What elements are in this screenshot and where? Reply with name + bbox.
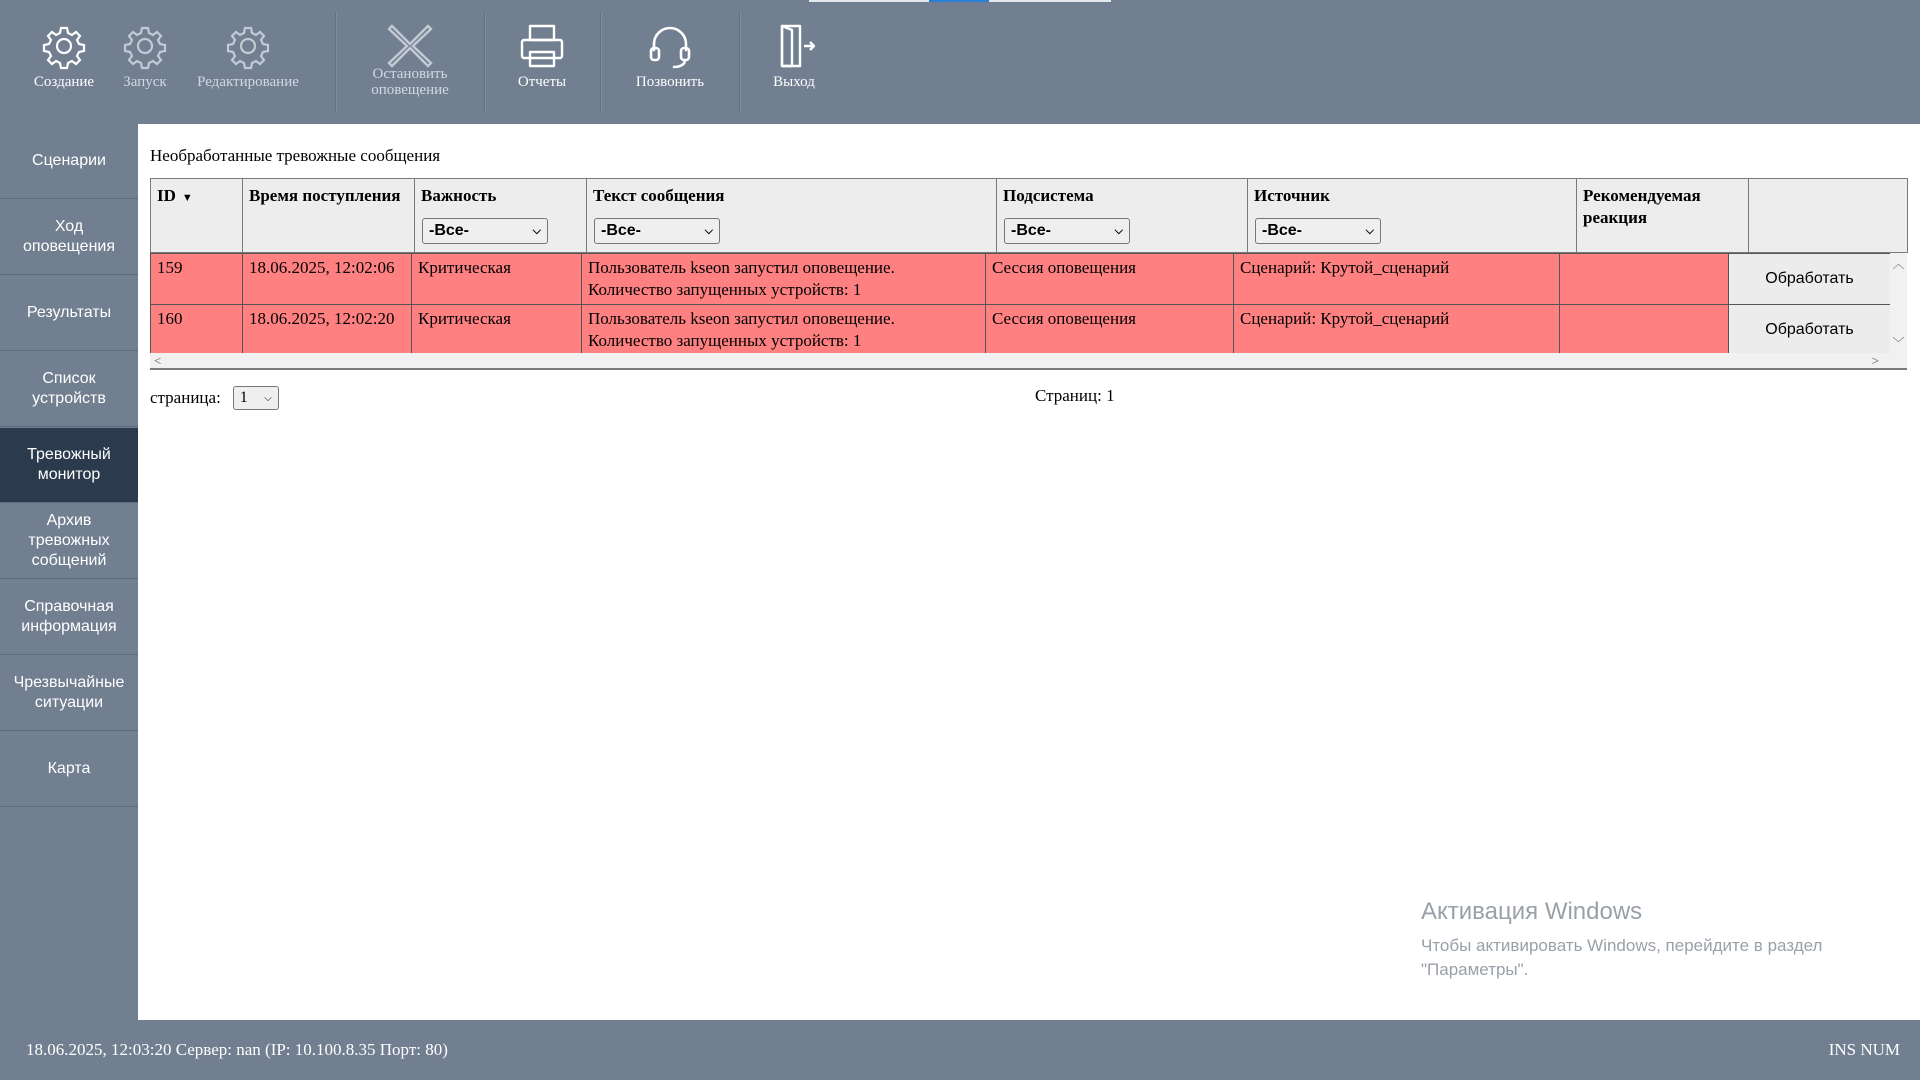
- windows-activation-watermark: [1421, 898, 1822, 982]
- chevron-down-icon: ⌵: [264, 392, 272, 404]
- server-status: 18.06.2025, 12:03:20 Сервер: nan (IP: 10.100.8.35 Порт: 80): [26, 1040, 448, 1059]
- sidebar-item-scenarios[interactable]: [0, 124, 138, 199]
- column-label: Время поступления: [249, 186, 401, 205]
- column-header-severity[interactable]: [415, 179, 587, 253]
- cell-time: 18.06.2025, 12:02:06: [243, 254, 412, 305]
- column-header-actions: [1749, 179, 1908, 253]
- call-button[interactable]: [620, 0, 720, 124]
- close-x-icon: [386, 22, 434, 70]
- create-button[interactable]: [22, 0, 106, 124]
- filter-value: -Все-: [1011, 222, 1052, 239]
- column-label: Важность: [421, 186, 497, 205]
- top-indicator-active: [929, 0, 989, 2]
- process-button[interactable]: Обработать: [1765, 321, 1854, 338]
- vertical-scrollbar[interactable]: [1890, 253, 1907, 353]
- cell-action: [1729, 305, 1891, 356]
- horizontal-scrollbar[interactable]: [150, 353, 1907, 370]
- reports-button[interactable]: [496, 0, 588, 124]
- sidebar: [0, 124, 138, 1020]
- column-label: Подсистема: [1003, 186, 1094, 205]
- toolbar: [0, 0, 1920, 124]
- chevron-down-icon: ⌵: [704, 225, 713, 237]
- stop-alert-button[interactable]: [350, 0, 470, 124]
- cell-text: Пользователь kseon запустил оповещение. Количество запущенных устройств: 1: [582, 305, 986, 356]
- exit-label: Выход: [773, 74, 815, 90]
- sidebar-item-alert-progress[interactable]: [0, 200, 138, 275]
- filter-value: -Все-: [429, 222, 470, 239]
- page-label: страница:: [150, 388, 221, 407]
- table-row[interactable]: [151, 254, 1891, 305]
- filter-value: -Все-: [601, 222, 642, 239]
- cell-action: [1729, 254, 1891, 305]
- cell-subsystem: Сессия оповещения: [986, 305, 1234, 356]
- pagination: [150, 386, 279, 410]
- subsystem-filter[interactable]: [1004, 218, 1130, 244]
- reports-label: Отчеты: [517, 74, 567, 90]
- page-title: Необработанные тревожные сообщения: [150, 146, 441, 165]
- table-body: [150, 253, 1907, 353]
- scroll-right-icon[interactable]: >: [1871, 353, 1879, 368]
- column-header-reaction[interactable]: [1577, 179, 1749, 253]
- status-bar: [0, 1020, 1920, 1080]
- sidebar-item-alarm-monitor[interactable]: [0, 428, 138, 503]
- sidebar-item-device-list[interactable]: [0, 352, 138, 427]
- sidebar-item-alarm-archive[interactable]: [0, 504, 138, 579]
- toolbar-divider: [739, 12, 741, 112]
- printer-icon: [518, 22, 566, 70]
- toolbar-divider: [484, 12, 486, 112]
- call-label: Позвонить: [635, 74, 705, 90]
- column-label: Источник: [1254, 186, 1330, 205]
- chevron-down-icon: ⌵: [1114, 225, 1123, 237]
- page-select[interactable]: [233, 386, 279, 410]
- cell-time: 18.06.2025, 12:02:20: [243, 305, 412, 356]
- sidebar-item-map[interactable]: [0, 732, 138, 807]
- stop-alert-label: Остановить оповещение: [371, 66, 449, 98]
- edit-button[interactable]: [150, 0, 346, 124]
- alarm-rows: [150, 253, 1891, 356]
- sidebar-item-emergencies[interactable]: [0, 656, 138, 731]
- page-select-value: 1: [239, 389, 248, 406]
- sidebar-item-label: Тревожный монитор: [27, 446, 111, 483]
- sidebar-item-label: Ход оповещения: [23, 218, 115, 255]
- column-header-source[interactable]: [1248, 179, 1577, 253]
- watermark-title: Активация Windows: [1421, 898, 1643, 925]
- column-header-subsystem[interactable]: [997, 179, 1248, 253]
- cell-source: Сценарий: Крутой_сценарий: [1234, 254, 1560, 305]
- alarm-table: [150, 178, 1908, 370]
- filter-value: -Все-: [1262, 222, 1303, 239]
- cell-text: Пользователь kseon запустил оповещение. Количество запущенных устройств: 1: [582, 254, 986, 305]
- cell-severity: Критическая: [412, 305, 582, 356]
- sidebar-item-label: Результаты: [26, 304, 112, 321]
- column-header-time[interactable]: [243, 179, 415, 253]
- process-button[interactable]: Обработать: [1765, 270, 1854, 287]
- column-label: ID: [157, 186, 176, 205]
- cell-subsystem: Сессия оповещения: [986, 254, 1234, 305]
- chevron-down-icon: ⌵: [1365, 225, 1374, 237]
- edit-label: Редактирование: [197, 74, 299, 90]
- scroll-left-icon[interactable]: <: [154, 353, 162, 368]
- text-filter[interactable]: [594, 218, 720, 244]
- toolbar-divider: [600, 12, 602, 112]
- column-label: Текст сообщения: [593, 186, 725, 205]
- column-label: Рекомендуемая реакция: [1583, 186, 1701, 227]
- scroll-up-icon[interactable]: ︿: [1892, 257, 1905, 271]
- keyboard-status: INS NUM: [1828, 1040, 1900, 1059]
- cell-reaction: [1560, 305, 1729, 356]
- launch-label: Запуск: [123, 74, 167, 90]
- sidebar-item-label: Список устройств: [32, 370, 106, 407]
- cell-source: Сценарий: Крутой_сценарий: [1234, 305, 1560, 356]
- cell-id: 160: [151, 305, 243, 356]
- main-content: [138, 124, 1920, 1020]
- watermark-text: Чтобы активировать Windows, перейдите в раздел "Параметры".: [1421, 936, 1823, 979]
- cell-id: 159: [151, 254, 243, 305]
- toolbar-divider: [335, 12, 337, 112]
- source-filter[interactable]: [1255, 218, 1381, 244]
- sidebar-item-label: Архив тревожных собщений: [28, 512, 110, 569]
- cell-reaction: [1560, 254, 1729, 305]
- sort-desc-icon: ▼: [181, 192, 193, 204]
- sidebar-item-results[interactable]: [0, 276, 138, 351]
- severity-filter[interactable]: [422, 218, 548, 244]
- sidebar-item-label: Карта: [47, 760, 91, 777]
- table-row[interactable]: [151, 305, 1891, 356]
- pages-total: Страниц: 1: [1035, 386, 1115, 405]
- gear-icon: [224, 22, 272, 70]
- create-label: Создание: [33, 74, 95, 90]
- scroll-down-icon[interactable]: ﹀: [1892, 336, 1905, 350]
- gear-icon: [40, 22, 88, 70]
- sidebar-item-reference[interactable]: [0, 580, 138, 655]
- headset-icon: [646, 22, 694, 70]
- sidebar-item-label: Справочная информация: [21, 598, 117, 635]
- column-header-text[interactable]: [587, 179, 997, 253]
- sidebar-item-label: Сценарии: [32, 152, 106, 169]
- column-header-id[interactable]: [151, 179, 243, 253]
- exit-button[interactable]: [750, 0, 838, 124]
- sidebar-item-label: Чрезвычайные ситуации: [13, 674, 125, 711]
- exit-door-icon: [770, 22, 818, 70]
- chevron-down-icon: ⌵: [532, 225, 541, 237]
- cell-severity: Критическая: [412, 254, 582, 305]
- table-header: [150, 178, 1908, 253]
